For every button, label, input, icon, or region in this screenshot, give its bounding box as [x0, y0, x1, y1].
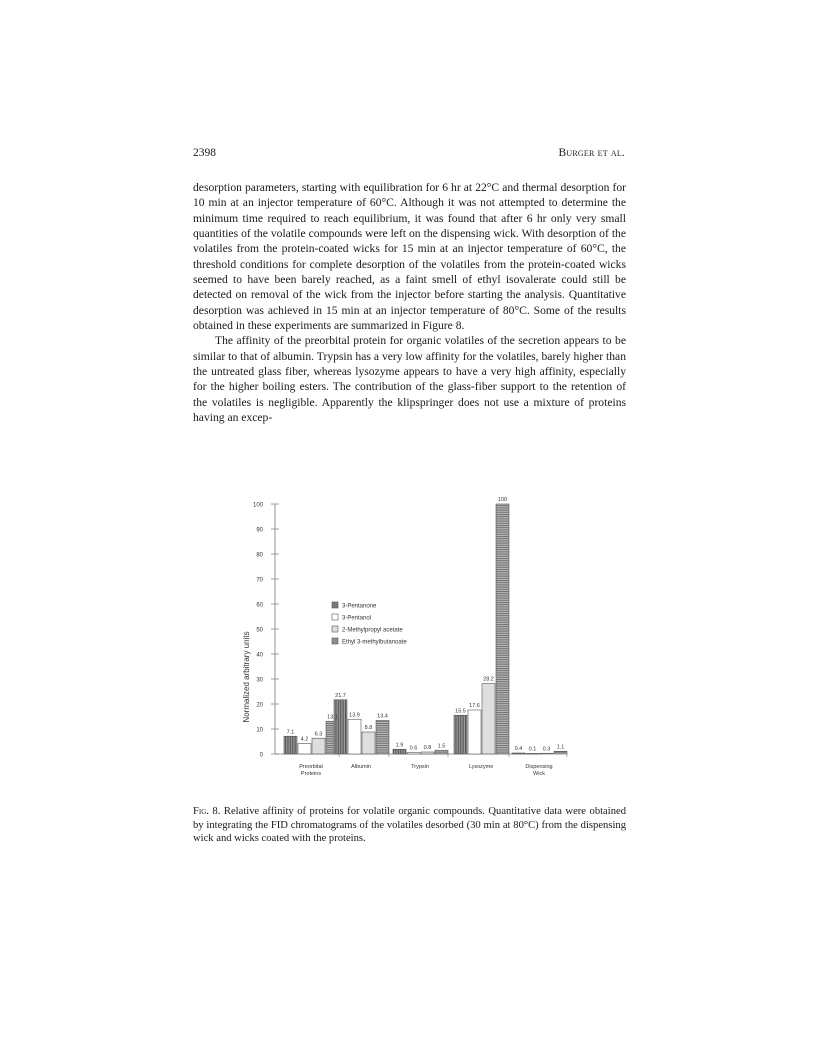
y-tick-label: 50 — [256, 627, 263, 634]
bar — [526, 753, 539, 754]
data-label: 0.8 — [423, 745, 432, 751]
bar — [482, 684, 495, 755]
bar — [407, 753, 420, 755]
legend — [332, 602, 407, 646]
data-label: 0.1 — [528, 746, 537, 753]
data-label: 21.7 — [335, 692, 346, 699]
y-tick-label: 0 — [259, 752, 263, 759]
category-label: Lysozyme — [468, 764, 494, 770]
bar — [284, 736, 297, 754]
data-label: 28.2 — [483, 676, 494, 683]
bar — [468, 710, 481, 754]
y-tick-label: 90 — [256, 527, 263, 534]
y-tick-label: 20 — [256, 702, 263, 709]
data-label: 13.9 — [349, 712, 360, 719]
data-label: 6.3 — [314, 731, 323, 738]
y-tick-label: 30 — [256, 677, 263, 684]
bar — [540, 753, 553, 754]
data-labels — [287, 497, 565, 752]
legend-label: Ethyl 3-methylbutanoate — [342, 639, 407, 646]
bar — [312, 738, 325, 754]
bar — [362, 732, 375, 754]
bar — [393, 749, 406, 754]
category-label: Trypsin — [411, 764, 429, 770]
legend-swatch — [332, 626, 338, 632]
caption-label: Fig. 8. — [193, 806, 221, 817]
data-label: 8.8 — [364, 725, 373, 731]
y-tick-label: 60 — [256, 602, 263, 609]
y-tick-label: 70 — [256, 577, 263, 584]
data-label: 17.6 — [469, 703, 480, 709]
y-tick-label: 100 — [252, 502, 263, 509]
data-label: 13.1 — [327, 714, 338, 721]
figure-caption — [193, 805, 626, 846]
page-number: 2398 — [193, 147, 216, 159]
bar — [454, 715, 467, 754]
y-tick-label: 10 — [256, 727, 263, 734]
bar — [376, 721, 389, 755]
x-axis-categories — [299, 754, 567, 777]
legend-label: 2-Methylpropyl acetate — [342, 627, 403, 634]
bar — [435, 750, 448, 754]
data-label: 0.6 — [409, 745, 418, 752]
bar — [348, 719, 361, 754]
data-label: 0.3 — [542, 746, 551, 753]
bar-chart — [225, 492, 565, 792]
bar — [496, 504, 509, 754]
data-label: 4.2 — [300, 736, 309, 743]
figure-8 — [225, 492, 565, 792]
category-label: Albumin — [351, 764, 371, 770]
paragraph-1: desorption parameters, starting with equilibration for 6 hr at 22°C and thermal desorption for 10 min at an injector temperature of 60°C. Although it was not attempted to determine the minimum time required to reach equilibrium, it was found that after 6 hr only very small quantities of the volatile compounds were left on the dispensing wick. With desorption of the volatiles from the protein-coated wicks for 15 min at an injector temperature of 60°C, the threshold conditions for complete desorption of the volatiles from the protein-coated wicks seemed to have been barely reached, as a faint smell of ethyl isovalerate could still be detected on removal of the wick from the injector before starting the analysis. Quantitative desorption was achieved in 15 min at an injector temperature of 80°C. Some of the results obtained in these experiments are summarized in Figure 8. — [193, 181, 626, 333]
legend-label: 3-Pentanol — [342, 615, 372, 622]
bar — [298, 744, 311, 755]
caption-text: Relative affinity of proteins for volatile organic compounds. Quantitative data were obtained by integrating the FID chromatograms of the volatiles desorbed (30 min at 80°C) from the dispensing wick and wicks coated with the proteins. — [193, 806, 626, 845]
data-label: 100 — [497, 497, 508, 503]
y-tick-label: 80 — [256, 552, 263, 559]
legend-swatch — [332, 614, 338, 620]
bar — [421, 752, 434, 754]
bar — [554, 751, 567, 754]
body-text — [193, 180, 626, 426]
data-label: 1.1 — [556, 744, 565, 751]
legend-swatch — [332, 638, 338, 644]
data-label: 13.4 — [377, 713, 388, 720]
y-axis-label: Normalized arbitrary units — [242, 631, 251, 723]
data-label: 15.5 — [455, 708, 466, 715]
bar — [512, 753, 525, 754]
running-head: Burger et al. — [558, 147, 625, 159]
bar — [334, 700, 347, 754]
data-label: 7.1 — [286, 729, 295, 736]
data-label: 0.4 — [514, 746, 523, 752]
data-label: 1.9 — [395, 742, 404, 749]
y-tick-label: 40 — [256, 652, 263, 659]
data-label: 1.5 — [437, 743, 446, 750]
page-header — [193, 147, 625, 163]
category-label: Dispensing Wick — [525, 764, 553, 777]
legend-label: 3-Pentanone — [342, 603, 377, 610]
paragraph-2: The affinity of the preorbital protein for organic volatiles of the secretion appears to be similar to that of albumin. Trypsin has a very low affinity for the volatiles, barely higher than the untreated glass fiber, whereas lysozyme appears to have a very high affinity, especially for the higher boiling esters. The contribution of the glass-fiber support to the retention of the volatiles is negligible. Apparently the klipspringer does not use a mixture of proteins having an excep- — [193, 334, 626, 425]
legend-swatch — [332, 602, 338, 608]
category-label: Preorbital Proteins — [299, 764, 323, 777]
